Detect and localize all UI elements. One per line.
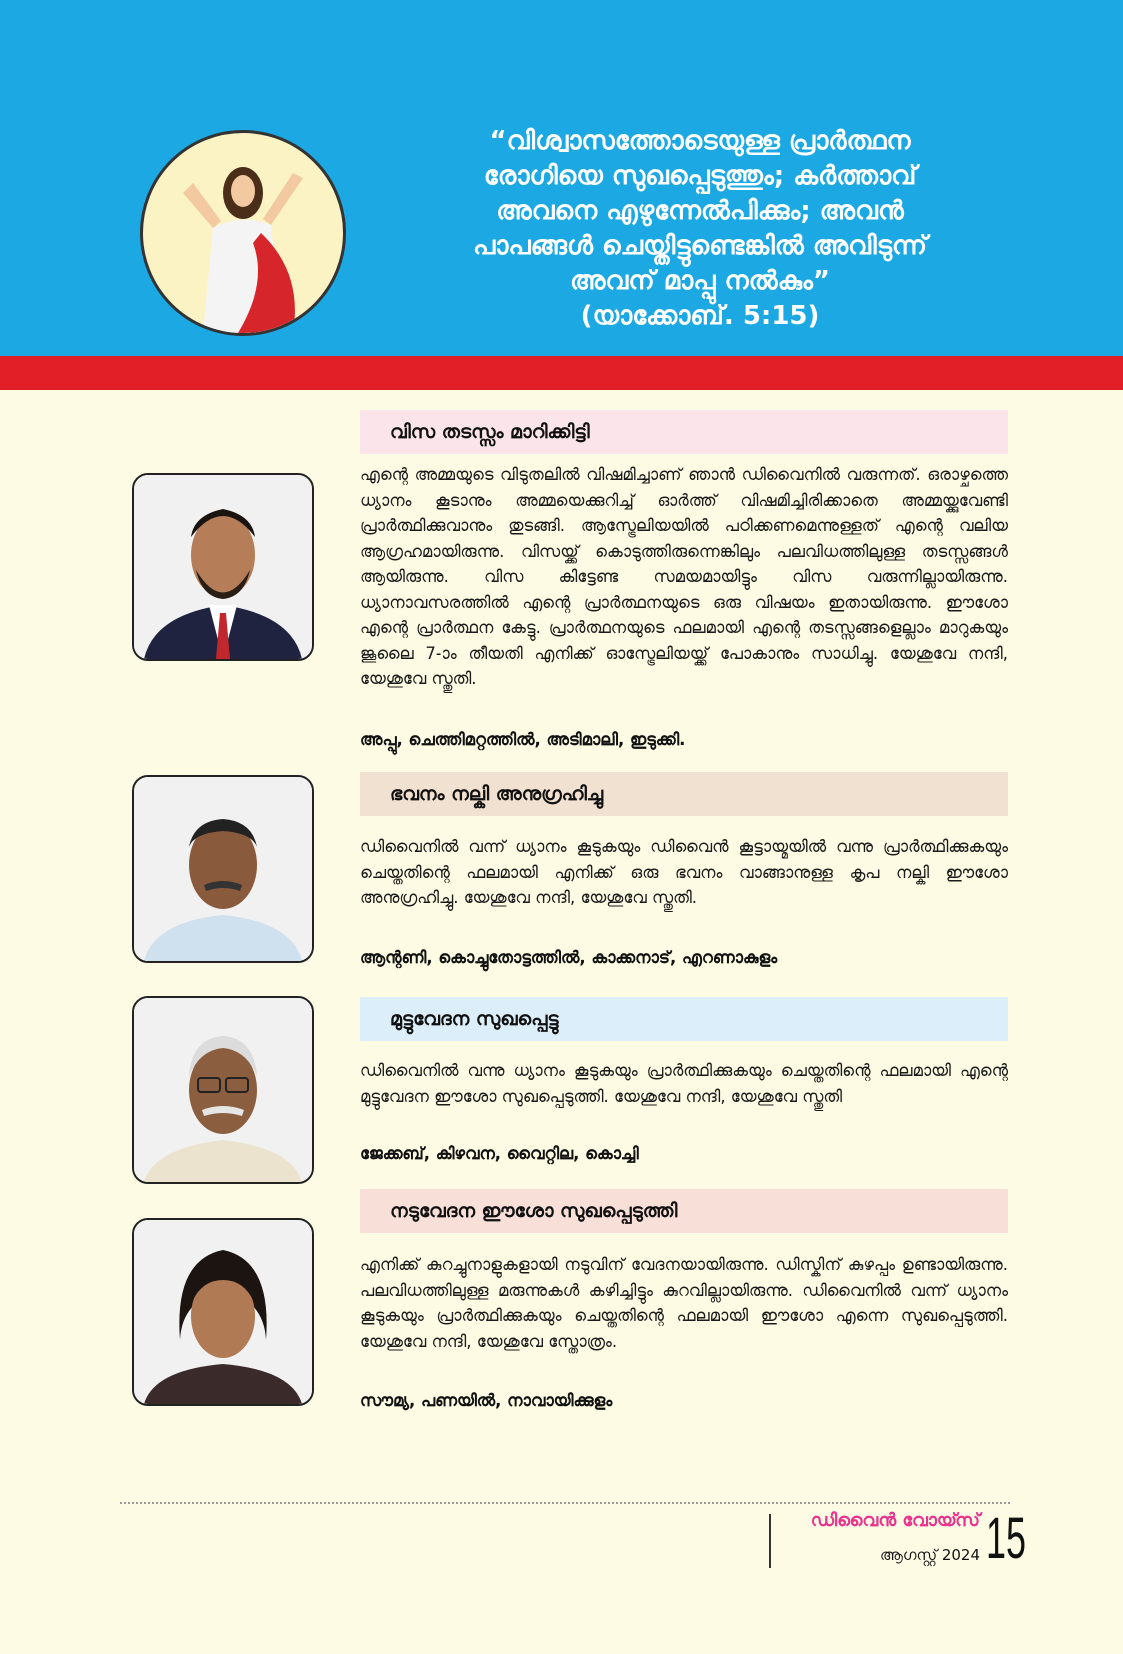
quote-line: രോഗിയെ സുഖപ്പെടുത്തും; കർത്താവ് xyxy=(483,161,917,191)
footer-separator xyxy=(769,1514,771,1568)
testimony-title: വിസ തടസ്സം മാറിക്കിട്ടി xyxy=(360,410,1008,454)
quote-line: അവനെ എഴുന്നേൽപിക്കും; അവൻ xyxy=(496,196,904,226)
testimony-photo xyxy=(132,996,314,1184)
testimony-title: നടുവേദന ഈശോ സുഖപ്പെടുത്തി xyxy=(360,1189,1008,1233)
testimony-body: ഡിവൈനിൽ വന്നു ധ്യാനം കൂടുകയും പ്രാർത്ഥിക്കുകയും ചെയ്തതിന്റെ ഫലമായി എന്റെ മുട്ടുവേദന ഈശോ സുഖപ്പെടുത്തി. യേശുവേ നന്ദി, യേശുവേ സ്തുതി xyxy=(360,1061,1008,1106)
testimony-author: അപ്പു, ചെത്തിമറ്റത്തിൽ, അടിമാലി, ഇടുക്കി. xyxy=(360,730,686,749)
testimony-title: മുട്ടുവേദന സുഖപ്പെട്ടു xyxy=(360,997,1008,1041)
testimony-title: ഭവനം നല്കി അനുഗ്രഹിച്ചു xyxy=(360,772,1008,816)
testimony-photo xyxy=(132,775,314,963)
scripture-reference: (യാക്കോബ്. 5:15) xyxy=(580,301,820,331)
testimony-author: ആന്റണി, കൊച്ചുതോട്ടത്തിൽ, കാക്കനാട്, എറണാകുളം xyxy=(360,948,778,967)
testimony-body: എനിക്ക് കുറച്ചുനാളുകളായി നടുവിന് വേദനയായിരുന്നു. ഡിസ്കിന് കുഴപ്പം ഉണ്ടായിരുന്നു. പലവിധത്തിലുള്ള മരുന്നുകൾ കഴിച്ചിട്ടും കുറവില്ലായിരുന്നു. ഡിവൈനിൽ വന്ന് ധ്യാനം കൂടുകയും പ്രാർത്ഥിക്കുകയും ചെയ്തതിന്റെ ഫലമായി ഈശോ എന്നെ സുഖപ്പെടുത്തി. യേശുവേ നന്ദി, യേശുവേ സ്തോത്രം. xyxy=(360,1255,1008,1351)
quote-line: പാപങ്ങൾ ചെയ്തിട്ടുണ്ടെങ്കിൽ അവിടുന്ന് xyxy=(472,231,928,261)
testimony-author: സൗമ്യ, പണയിൽ, നാവായിക്കുളം xyxy=(360,1391,613,1410)
jesus-illustration xyxy=(140,130,346,336)
issue-date: ആഗസ്റ്റ് 2024 xyxy=(879,1546,980,1564)
header-red-band xyxy=(0,356,1123,390)
testimony-photo xyxy=(132,473,314,661)
testimony-photo xyxy=(132,1218,314,1406)
quote-line: “വിശ്വാസത്തോടെയുള്ള പ്രാർത്ഥന xyxy=(489,126,911,156)
testimony-body: എന്റെ അമ്മയുടെ വിടുതലിൽ വിഷമിച്ചാണ് ഞാൻ ഡിവൈനിൽ വരുന്നത്. ഒരാഴ്ചത്തെ ധ്യാനം കൂടാനും അമ്മയെക്കുറിച്ച് ഓർത്ത് വിഷമിച്ചിരിക്കാതെ അമ്മയ്ക്കുവേണ്ടി പ്രാർത്ഥിക്കുവാനും തുടങ്ങി. ആസ്ട്രേലിയയിൽ പഠിക്കണമെന്നുള്ളത് എന്റെ വലിയ ആഗ്രഹമായിരുന്നു. വിസയ്ക്ക് കൊടുത്തിരുന്നെങ്കിലും പലവിധത്തിലുള്ള തടസ്സങ്ങൾ ആയിരുന്നു. വിസ കിട്ടേണ്ട സമയമായിട്ടും വിസ വരുന്നില്ലായിരുന്നു. ധ്യാനാവസരത്തിൽ എന്റെ പ്രാർത്ഥനയുടെ ഒരു വിഷയം ഇതായിരുന്നു. ഈശോ എന്റെ പ്രാർത്ഥന കേട്ടു. പ്രാർത്ഥനയുടെ ഫലമായി എന്റെ തടസ്സങ്ങളെല്ലാം മാറുകയും ജൂലൈ 7-ാം തീയതി എനിക്ക് ഓസ്ട്രേലിയയ്ക്ക് പോകാനും സാധിച്ചു. യേശുവേ നന്ദി, യേശുവേ സ്തുതി. xyxy=(360,465,1008,688)
magazine-name: ഡിവൈൻ വോയ്സ് xyxy=(810,1510,980,1531)
page-number: 15 xyxy=(986,1506,1026,1571)
scripture-quote xyxy=(370,124,1030,334)
testimony-body: ഡിവൈനിൽ വന്ന് ധ്യാനം കൂടുകയും ഡിവൈൻ കൂട്ടായ്മയിൽ വന്നു പ്രാർത്ഥിക്കുകയും ചെയ്തതിന്റെ ഫലമായി എനിക്ക് ഒരു ഭവനം വാങ്ങാനുള്ള കൃപ നല്കി ഈശോ അനുഗ്രഹിച്ചു. യേശുവേ നന്ദി, യേശുവേ സ്തുതി. xyxy=(360,837,1008,907)
quote-line: അവന് മാപ്പു നൽകും” xyxy=(570,266,830,296)
testimony-author: ജേക്കബ്, കിഴവന, വൈറ്റില, കൊച്ചി xyxy=(360,1144,639,1163)
footer-divider xyxy=(120,1502,1010,1504)
